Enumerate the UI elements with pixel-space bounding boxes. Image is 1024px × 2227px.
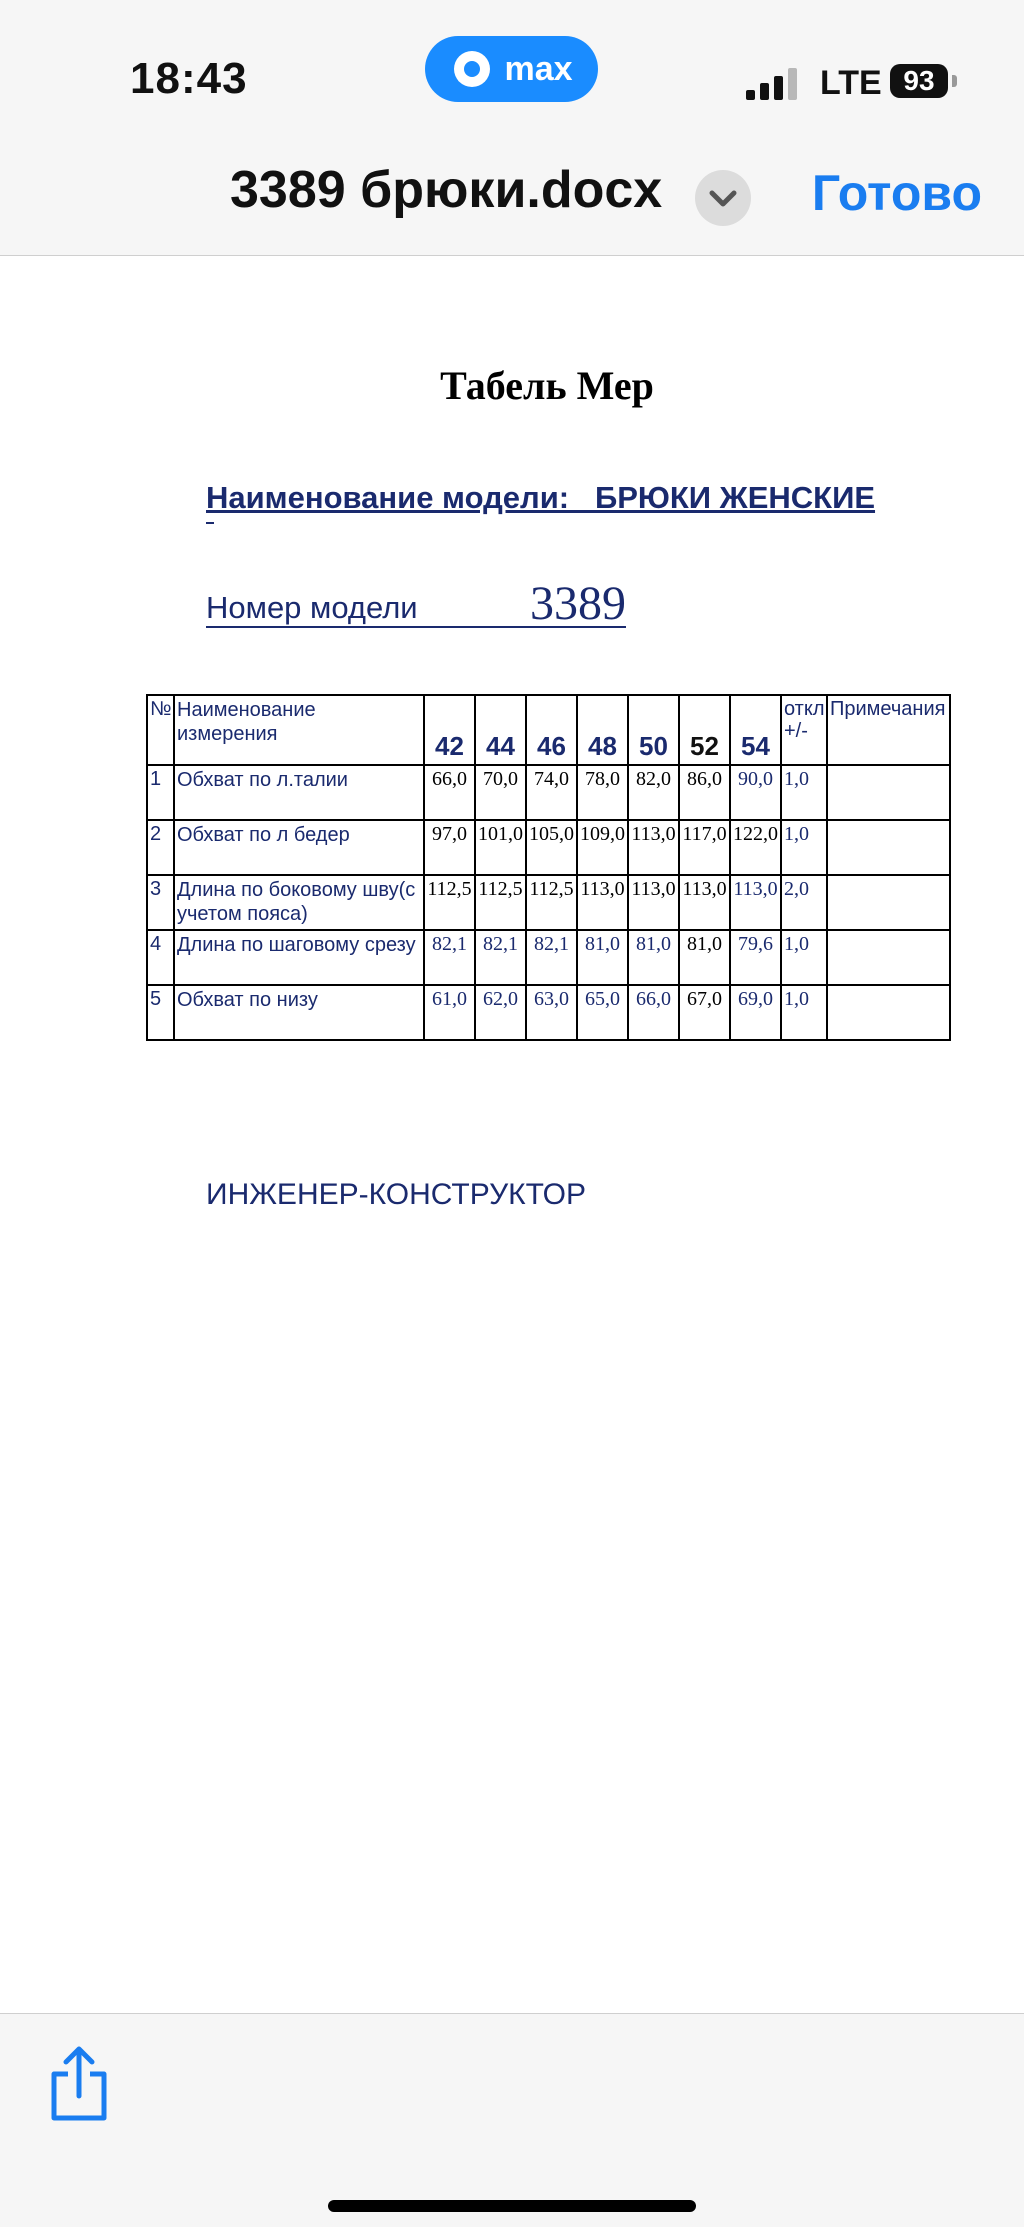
row-value: 65,0 bbox=[577, 985, 628, 1040]
row-value: 112,5 bbox=[526, 875, 577, 930]
header-name bbox=[174, 695, 424, 765]
header-notes: Примечания bbox=[827, 695, 950, 765]
header-deviation-line1: откл bbox=[784, 698, 825, 720]
row-value: 66,0 bbox=[424, 765, 475, 820]
row-value: 81,0 bbox=[577, 930, 628, 985]
row-value: 78,0 bbox=[577, 765, 628, 820]
cellular-signal-icon bbox=[746, 68, 798, 100]
engineer-label: ИНЖЕНЕР-КОНСТРУКТОР bbox=[206, 1178, 586, 1211]
chevron-down-icon bbox=[695, 170, 751, 226]
home-indicator[interactable] bbox=[328, 2200, 696, 2212]
table-row bbox=[147, 820, 950, 875]
row-value: 81,0 bbox=[679, 930, 730, 985]
row-no: 1 bbox=[147, 765, 174, 820]
row-value: 61,0 bbox=[424, 985, 475, 1040]
row-value: 113,0 bbox=[730, 875, 781, 930]
header-size: 54 bbox=[730, 695, 781, 765]
row-value: 122,0 bbox=[730, 820, 781, 875]
row-value: 112,5 bbox=[475, 875, 526, 930]
max-logo-icon bbox=[450, 47, 494, 91]
row-value: 113,0 bbox=[628, 875, 679, 930]
model-number-label: Номер модели bbox=[206, 590, 626, 628]
network-type: LTE bbox=[820, 64, 882, 102]
row-value: 79,6 bbox=[730, 930, 781, 985]
row-value: 90,0 bbox=[730, 765, 781, 820]
row-value: 82,1 bbox=[424, 930, 475, 985]
row-name: Обхват по низу bbox=[174, 985, 424, 1040]
row-note bbox=[827, 820, 950, 875]
table-row bbox=[147, 985, 950, 1040]
status-indicators bbox=[694, 60, 1024, 110]
row-value: 66,0 bbox=[628, 985, 679, 1040]
battery-cap bbox=[952, 75, 957, 87]
header-no: № bbox=[147, 695, 174, 765]
done-button[interactable]: Готово bbox=[811, 165, 982, 221]
row-value: 82,0 bbox=[628, 765, 679, 820]
title-menu-button[interactable] bbox=[695, 170, 751, 226]
row-value: 82,1 bbox=[526, 930, 577, 985]
table-row bbox=[147, 875, 950, 930]
app-pill-label: max bbox=[504, 49, 573, 88]
model-name: Наименование модели: _БРЮКИ ЖЕНСКИЕ bbox=[206, 480, 876, 515]
row-deviation: 1,0 bbox=[781, 765, 827, 820]
row-deviation: 1,0 bbox=[781, 985, 827, 1040]
header-deviation bbox=[781, 695, 827, 765]
measurements-table bbox=[146, 694, 951, 1041]
header-name-line2: измерения bbox=[177, 723, 278, 745]
row-value: 62,0 bbox=[475, 985, 526, 1040]
header-size: 44 bbox=[475, 695, 526, 765]
row-value: 86,0 bbox=[679, 765, 730, 820]
row-name: Длина по шаговому срезу bbox=[174, 930, 424, 985]
row-note bbox=[827, 875, 950, 930]
row-no: 5 bbox=[147, 985, 174, 1040]
header-size: 46 bbox=[526, 695, 577, 765]
row-value: 97,0 bbox=[424, 820, 475, 875]
row-name: Обхват по л.талии bbox=[174, 765, 424, 820]
row-value: 113,0 bbox=[577, 875, 628, 930]
row-value: 81,0 bbox=[628, 930, 679, 985]
row-deviation: 1,0 bbox=[781, 930, 827, 985]
header-name-line1: Наименование bbox=[177, 699, 316, 721]
row-value: 70,0 bbox=[475, 765, 526, 820]
row-no: 2 bbox=[147, 820, 174, 875]
row-value: 101,0 bbox=[475, 820, 526, 875]
model-number: 3389 bbox=[530, 577, 626, 630]
header-size: 50 bbox=[628, 695, 679, 765]
bottom-toolbar bbox=[0, 2013, 1024, 2227]
underline-mark bbox=[206, 522, 214, 524]
row-note bbox=[827, 985, 950, 1040]
header-deviation-line2: +/- bbox=[784, 720, 808, 742]
row-value: 63,0 bbox=[526, 985, 577, 1040]
row-note bbox=[827, 930, 950, 985]
row-value: 67,0 bbox=[679, 985, 730, 1040]
row-no: 4 bbox=[147, 930, 174, 985]
app-pill[interactable] bbox=[425, 36, 598, 102]
row-value: 117,0 bbox=[679, 820, 730, 875]
row-value: 69,0 bbox=[730, 985, 781, 1040]
top-bar bbox=[0, 0, 1024, 256]
header-size: 48 bbox=[577, 695, 628, 765]
document-title[interactable]: 3389 брюки.docx bbox=[230, 161, 663, 219]
document-heading: Табель Мер bbox=[440, 363, 654, 408]
row-name: Обхват по л бедер bbox=[174, 820, 424, 875]
row-no: 3 bbox=[147, 875, 174, 930]
table-row bbox=[147, 930, 950, 985]
row-note bbox=[827, 765, 950, 820]
battery-icon: 93 bbox=[890, 64, 948, 98]
row-deviation: 1,0 bbox=[781, 820, 827, 875]
row-deviation: 2,0 bbox=[781, 875, 827, 930]
share-icon[interactable] bbox=[46, 2044, 112, 2124]
row-value: 113,0 bbox=[628, 820, 679, 875]
header-size: 52 bbox=[679, 695, 730, 765]
row-value: 74,0 bbox=[526, 765, 577, 820]
row-name: Длина по боковому шву(с учетом пояса) bbox=[174, 875, 424, 930]
table-header-row bbox=[147, 695, 950, 765]
row-value: 113,0 bbox=[679, 875, 730, 930]
row-value: 105,0 bbox=[526, 820, 577, 875]
header-size: 42 bbox=[424, 695, 475, 765]
row-value: 109,0 bbox=[577, 820, 628, 875]
table-row bbox=[147, 765, 950, 820]
row-value: 82,1 bbox=[475, 930, 526, 985]
status-time: 18:43 bbox=[130, 54, 248, 103]
row-value: 112,5 bbox=[424, 875, 475, 930]
